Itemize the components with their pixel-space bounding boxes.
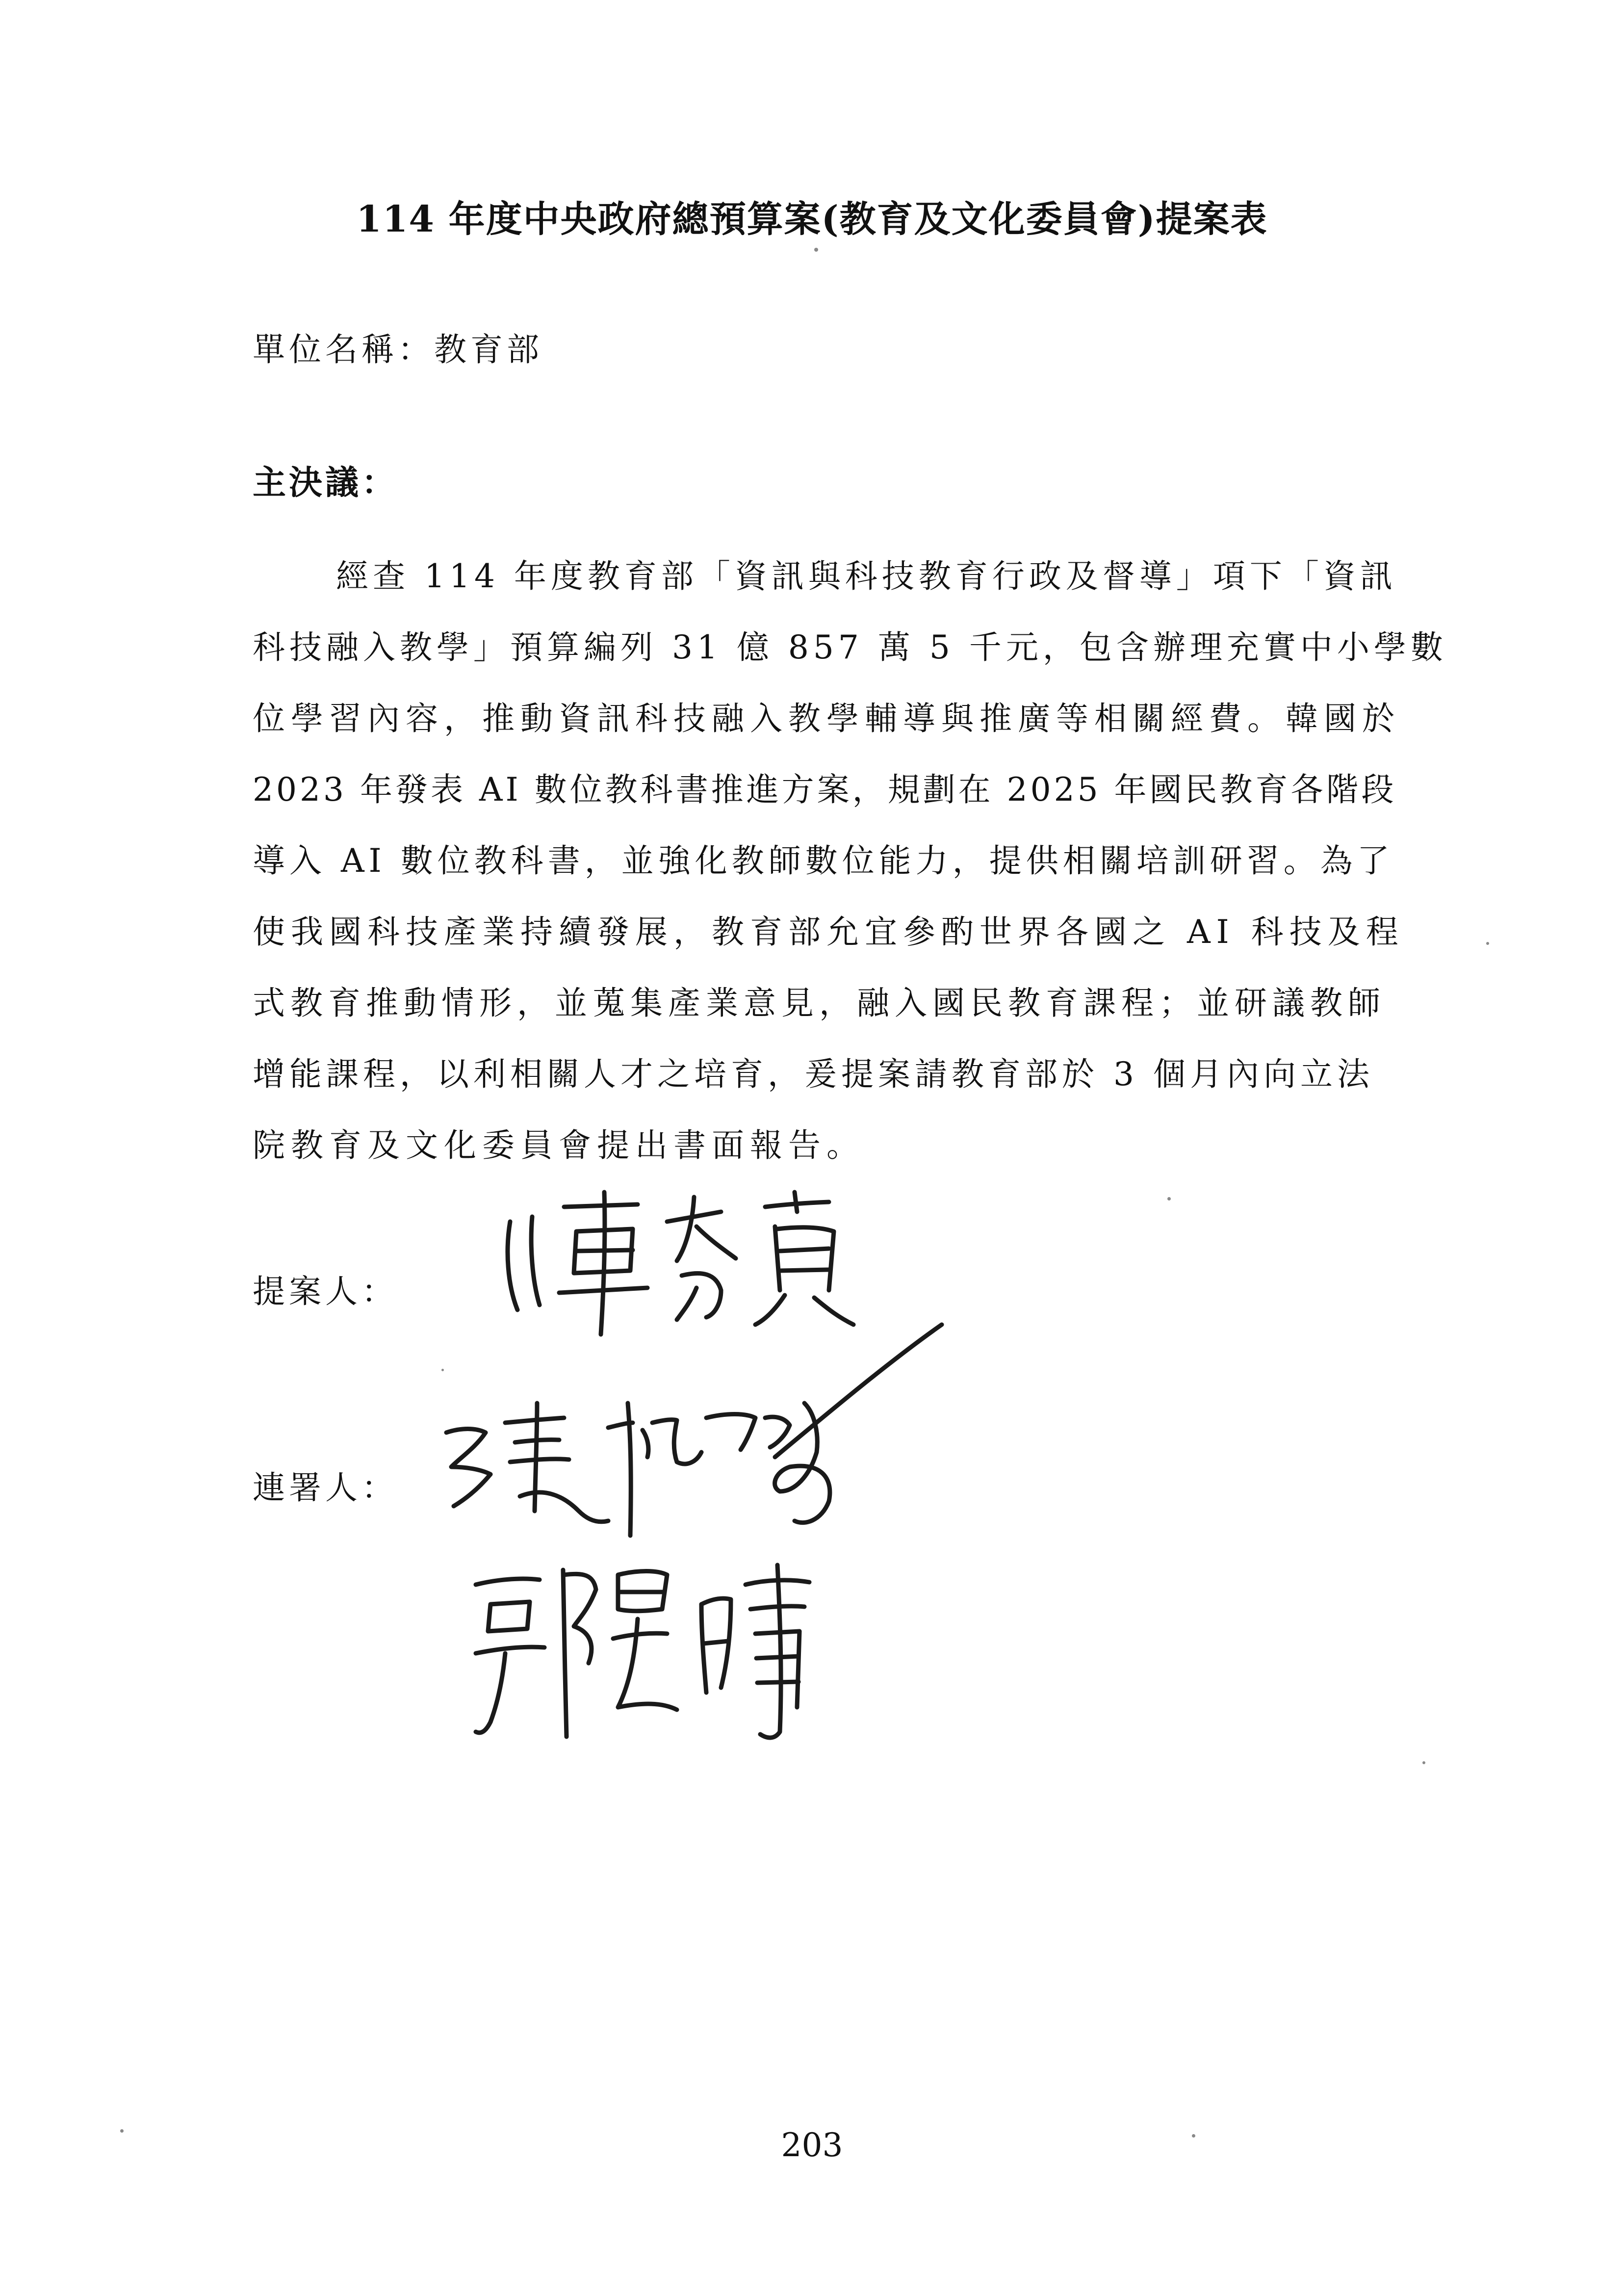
resolution-heading: 主決議： (253, 463, 398, 502)
scan-speck (1486, 942, 1489, 945)
cosigner-signature-2 (456, 1545, 829, 1751)
body-line: 式教育推動情形，並蒐集產業意見，融入國民教育課程；並研議教師 (253, 984, 1386, 1022)
scan-speck (814, 248, 818, 252)
body-line: 使我國科技產業持續發展，教育部允宜參酌世界各國之 AI 科技及程 (253, 913, 1404, 951)
scan-speck (441, 1369, 444, 1371)
proposer-label: 提案人： (253, 1273, 398, 1310)
scan-speck (1192, 2134, 1195, 2138)
body-line: 經查 114 年度教育部「資訊與科技教育行政及督導」項下「資訊 (336, 557, 1397, 595)
cosigner-signature-1 (432, 1305, 971, 1560)
cosigner-label: 連署人： (253, 1469, 398, 1507)
document-title: 114 年度中央政府總預算案(教育及文化委員會)提案表 (356, 198, 1268, 240)
body-line: 院教育及文化委員會提出書面報告。 (253, 1126, 865, 1164)
page-number: 203 (781, 2126, 843, 2164)
body-line: 導入 AI 數位教科書，並強化教師數位能力，提供相關培訓研習。為了 (253, 842, 1394, 880)
scan-speck (1422, 1761, 1425, 1764)
body-line: 2023 年發表 AI 數位教科書推進方案，規劃在 2025 年國民教育各階段 (253, 771, 1397, 809)
scan-speck (120, 2129, 124, 2133)
body-line: 位學習內容，推動資訊科技融入教學輔導與推廣等相關經費。韓國於 (253, 700, 1400, 737)
scan-speck (1167, 1197, 1171, 1200)
body-line: 科技融入教學」預算編列 31 億 857 萬 5 千元，包含辦理充實中小學數 (253, 628, 1447, 666)
unit-label: 單位名稱： (253, 331, 434, 368)
resolution-body (253, 549, 1447, 1190)
body-line: 增能課程，以利相關人才之培育，爰提案請教育部於 3 個月內向立法 (253, 1055, 1374, 1093)
unit-line (253, 331, 543, 368)
unit-value: 教育部 (434, 331, 543, 368)
